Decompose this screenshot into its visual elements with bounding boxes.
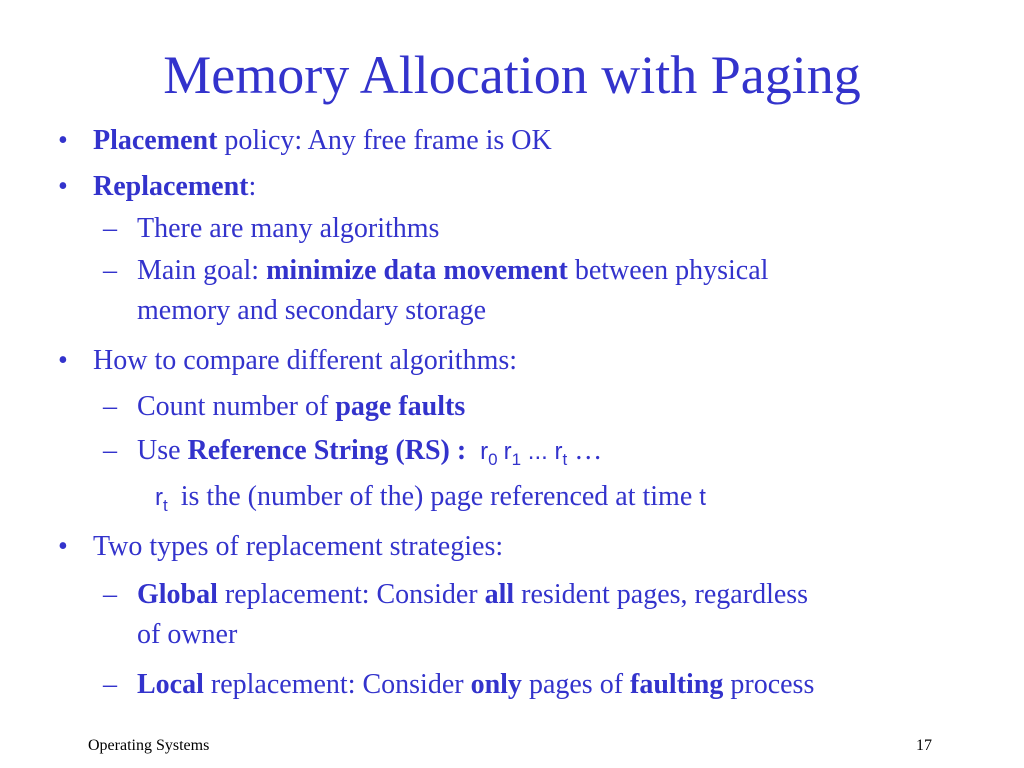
- bullet-replacement-strategies: Two types of replacement strategies:: [93, 531, 504, 562]
- dash-marker: –: [103, 255, 117, 286]
- reference-string-note-text: is the (number of the) page referenced at time: [173, 481, 700, 512]
- main-goal-post: between physical: [567, 255, 769, 286]
- local-mid: replacement: Consider: [203, 669, 471, 700]
- bold-global: Global: [137, 579, 218, 610]
- bold-page-faults: page faults: [335, 391, 466, 422]
- bold-replacement: Replacement: [93, 171, 249, 202]
- subscript-t-note: t: [163, 496, 168, 515]
- time-t-symbol: t: [699, 484, 706, 511]
- rt-note-symbol: r: [155, 484, 163, 511]
- subscript-1: 1: [511, 450, 522, 469]
- dash-marker: –: [103, 669, 117, 700]
- bullet-marker: •: [58, 171, 68, 202]
- dots: ...: [521, 438, 555, 465]
- bold-minimize-data-movement: minimize data movement: [266, 255, 568, 286]
- bullet-marker: •: [58, 531, 68, 562]
- subscript-0: 0: [488, 450, 498, 469]
- bold-local: Local: [137, 669, 204, 700]
- dash-marker: –: [103, 391, 117, 422]
- bold-faulting: faulting: [630, 669, 724, 700]
- subbullet-global-continued: of owner: [137, 619, 238, 650]
- footer-course: Operating Systems: [88, 737, 210, 754]
- bold-placement: Placement: [93, 125, 218, 156]
- subscript-t: t: [562, 450, 568, 469]
- dash-marker: –: [103, 579, 117, 610]
- bullet-placement-text: policy: Any free frame is OK: [217, 125, 552, 156]
- dash-marker: –: [103, 435, 117, 466]
- bullet-replacement: [93, 170, 256, 204]
- local-mid2: pages of: [521, 669, 631, 700]
- bold-all: all: [484, 579, 515, 610]
- subbullet-many-algorithms: There are many algorithms: [137, 213, 440, 244]
- footer-page-number: 17: [916, 737, 932, 754]
- reference-string-note: [155, 480, 706, 517]
- slide-title: Memory Allocation with Paging: [163, 45, 861, 105]
- subbullet-main-goal: [137, 254, 768, 288]
- main-goal-pre: Main goal:: [137, 255, 267, 286]
- global-mid: replacement: Consider: [217, 579, 485, 610]
- bullet-placement: [93, 124, 552, 158]
- local-post: process: [723, 669, 815, 700]
- subbullet-main-goal-continued: memory and secondary storage: [137, 295, 487, 326]
- bullet-marker: •: [58, 345, 68, 376]
- subbullet-page-faults: [137, 390, 465, 424]
- bullet-marker: •: [58, 125, 68, 156]
- reference-string-pre: Use: [137, 435, 188, 466]
- page-faults-pre: Count number of: [137, 391, 336, 422]
- subbullet-global-replacement: [137, 578, 808, 612]
- dash-marker: –: [103, 213, 117, 244]
- ellipsis: …: [567, 435, 603, 466]
- r0-symbol: r: [480, 438, 489, 465]
- rt-symbol: r: [554, 438, 563, 465]
- r1-symbol: r: [503, 438, 512, 465]
- bold-reference-string: Reference String (RS) :: [187, 435, 467, 466]
- bullet-compare-algorithms: How to compare different algorithms:: [93, 345, 518, 376]
- bold-only: only: [470, 669, 522, 700]
- subbullet-reference-string: [137, 434, 602, 471]
- bullet-replacement-text: :: [248, 171, 257, 202]
- global-post: resident pages, regardless: [514, 579, 809, 610]
- subbullet-local-replacement: [137, 668, 814, 702]
